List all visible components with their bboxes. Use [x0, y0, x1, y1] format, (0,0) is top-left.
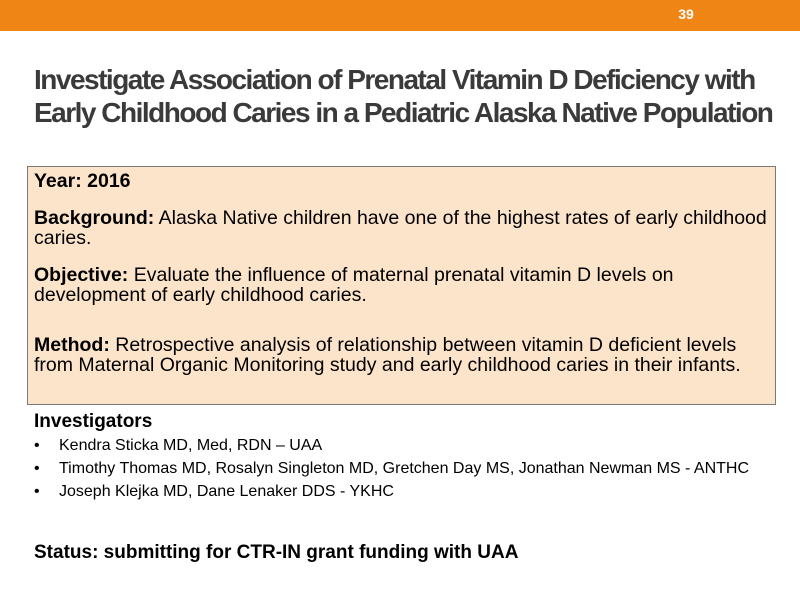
study-info-box	[27, 166, 776, 405]
background-label: Background:	[34, 207, 155, 229]
year-value: 2016	[87, 170, 131, 192]
list-item	[34, 457, 774, 480]
objective-line	[34, 265, 775, 305]
slide-title-line-1: Investigate Association of Prenatal Vitamin D Deficiency with	[34, 64, 755, 95]
bullet-icon: •	[34, 460, 40, 477]
investigators-heading: Investigators	[34, 411, 153, 432]
slide-number: 39	[678, 6, 694, 22]
objective-label: Objective:	[34, 264, 129, 286]
bullet-icon: •	[34, 437, 40, 454]
year-line	[34, 171, 775, 191]
background-text: Alaska Native children have one of the highest rates of early childhood caries.	[34, 207, 767, 249]
investigators-list	[34, 434, 774, 503]
header-bar	[0, 0, 800, 31]
list-item	[34, 434, 774, 457]
year-label: Year:	[34, 170, 82, 192]
method-line	[34, 335, 775, 375]
investigator-text: Kendra Sticka MD, Med, RDN – UAA	[59, 437, 323, 454]
background-line	[34, 208, 775, 248]
slide-title	[34, 63, 774, 129]
list-item	[34, 480, 774, 503]
method-text: Retrospective analysis of relationship between vitamin D deficient levels from Maternal Organic Monitoring study and early childhood caries in their infants.	[34, 334, 741, 376]
investigator-text: Timothy Thomas MD, Rosalyn Singleton MD, Gretchen Day MS, Jonathan Newman MS - ANTHC	[59, 460, 750, 477]
objective-text: Evaluate the influence of maternal prenatal vitamin D levels on development of early childhood caries.	[34, 264, 674, 306]
investigator-text: Joseph Klejka MD, Dane Lenaker DDS - YKHC	[59, 483, 394, 500]
slide-title-line-2: Early Childhood Caries in a Pediatric Alaska Native Population	[34, 97, 773, 128]
status-line: Status: submitting for CTR-IN grant funding with UAA	[34, 542, 519, 563]
method-label: Method:	[34, 334, 110, 356]
bullet-icon: •	[34, 483, 40, 500]
